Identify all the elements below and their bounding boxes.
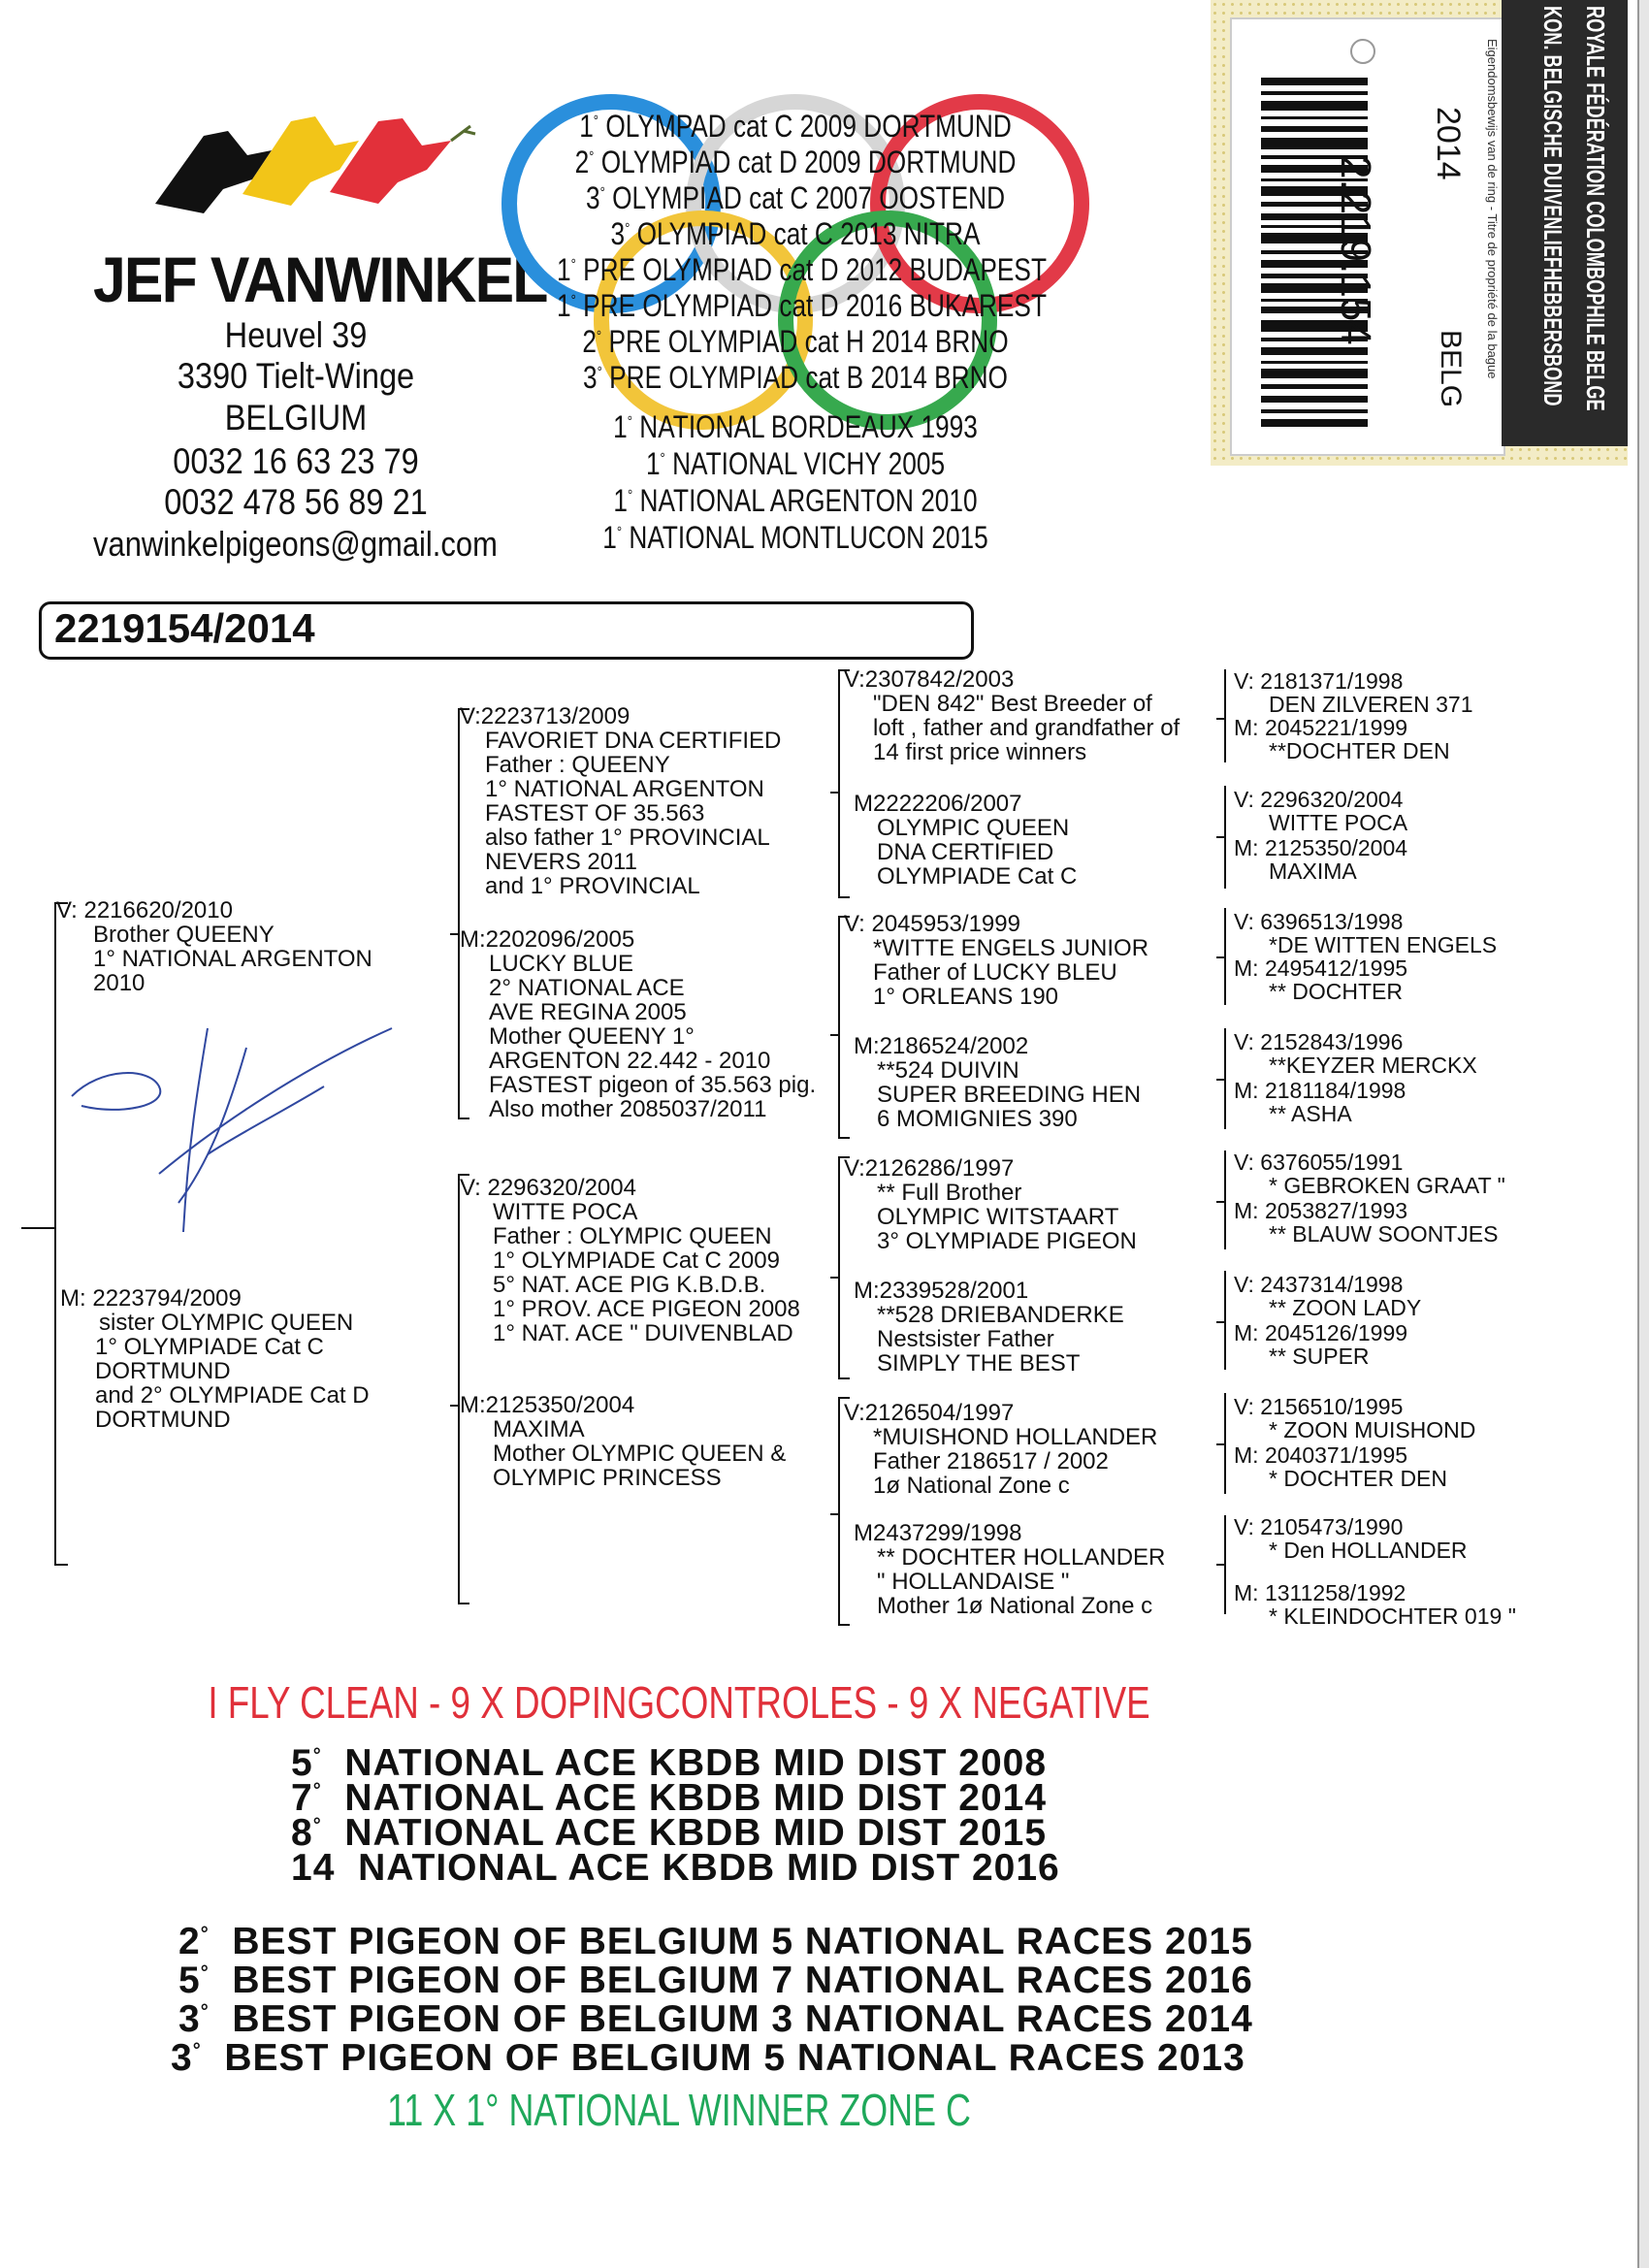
achievement-item: 1° OLYMPAD cat C 2009 DORTMUND — [579, 109, 1012, 144]
federation-name-fr: ROYALE FÉDÉRATION COLOMBOPHILE BELGE — [1581, 6, 1610, 411]
gen3-tick — [830, 1034, 840, 1036]
gen4-entry: M: 2125350/2004 MAXIMA — [1234, 835, 1408, 884]
achievement-item: 1° NATIONAL BORDEAUX 1993 — [613, 409, 978, 444]
gen4-entry: V: 2437314/1998 ** ZOON LADY — [1234, 1272, 1422, 1320]
dove-logo — [136, 97, 485, 223]
gen4-tick — [1216, 956, 1224, 958]
gen4-bracket — [1224, 786, 1226, 889]
best-pigeon-line: 2° BEST PIGEON OF BELGIUM 5 NATIONAL RACES 2015 — [178, 1921, 1253, 1962]
gen4-bracket — [1224, 1150, 1226, 1249]
achievement-item: 1° NATIONAL ARGENTON 2010 — [613, 483, 978, 518]
gen3-tick — [830, 1277, 840, 1279]
phone-landline: 0032 16 63 23 79 — [173, 441, 419, 481]
achievement-item: 1° NATIONAL VICHY 2005 — [645, 446, 946, 481]
gen3-entry: V:2126286/1997 ** Full Brother OLYMPIC WITSTAART 3° OLYMPIADE PIGEON — [844, 1155, 1137, 1254]
phone-mobile: 0032 478 56 89 21 — [164, 482, 428, 522]
gen3-entry: M2222206/2007 OLYMPIC QUEEN DNA CERTIFIED OLYMPIADE Cat C — [854, 791, 1078, 890]
gen3-entry: M2437299/1998 ** DOCHTER HOLLANDER " HOLLANDAISE " Mother 1ø National Zone c — [854, 1520, 1166, 1619]
gen4-tick — [1216, 1079, 1224, 1081]
gen4-tick — [1216, 1443, 1224, 1445]
root-connector — [21, 1227, 56, 1229]
gen4-tick — [1216, 1201, 1224, 1203]
scan-edge — [1637, 0, 1649, 2268]
gen4-bracket — [1224, 1393, 1226, 1494]
ring-ownership-text: Eigendomsbewijs van de ring - Titre de propriété de la bague — [1485, 39, 1500, 379]
gen3-entry: V: 2045953/1999 *WITTE ENGELS JUNIOR Father of LUCKY BLEU 1° ORLEANS 190 — [844, 911, 1149, 1010]
gen4-bracket — [1224, 1515, 1226, 1614]
gen4-entry: M: 1311258/1992 * KLEINDOCHTER 019 " — [1234, 1580, 1516, 1629]
gen3-tick — [830, 1513, 840, 1515]
ace-line: 7° NATIONAL ACE KBDB MID DIST 2014 — [291, 1777, 1048, 1819]
achievement-item: 3° OLYMPIAD cat C 2007 OOSTEND — [585, 180, 1006, 215]
gen4-entry: M: 2495412/1995 ** DOCHTER — [1234, 956, 1408, 1004]
gen3-entry: M:2186524/2002 **524 DUIVIN SUPER BREEDING HEN 6 MOMIGNIES 390 — [854, 1033, 1142, 1132]
gen4-entry: M: 2181184/1998 ** ASHA — [1234, 1078, 1406, 1126]
achievement-item: 2° OLYMPIAD cat D 2009 DORTMUND — [574, 145, 1017, 179]
gen2-entry: V:2223713/2009 FAVORIET DNA CERTIFIED Father : QUEENY 1° NATIONAL ARGENTON FASTEST OF 35.563 also father 1° PROVINCIAL NEVERS 2011 and 1° PROVINCIAL — [460, 703, 782, 899]
best-pigeon-line: 5° BEST PIGEON OF BELGIUM 7 NATIONAL RACES 2016 — [178, 1960, 1253, 2001]
best-pigeon-line: 3° BEST PIGEON OF BELGIUM 5 NATIONAL RACES 2013 — [171, 2037, 1245, 2079]
federation-name-nl: KON. BELGISCHE DUIVENLIEFHEBBERSBOND — [1538, 6, 1568, 406]
address-street: Heuvel 39 — [224, 315, 368, 355]
gen2-tick — [450, 1405, 460, 1407]
ace-line: 14 NATIONAL ACE KBDB MID DIST 2016 — [291, 1847, 1060, 1889]
gen4-entry: M: 2053827/1993 ** BLAUW SOONTJES — [1234, 1198, 1499, 1247]
gen4-entry: V: 2181371/1998 DEN ZILVEREN 371 — [1234, 668, 1473, 717]
gen2-entry: M:2125350/2004 MAXIMA Mother OLYMPIC QUEEN & OLYMPIC PRINCESS — [460, 1392, 787, 1491]
ring-year: 2014 — [1430, 107, 1467, 180]
achievement-item: 3° PRE OLYMPIAD cat B 2014 BRNO — [583, 360, 1008, 395]
breeder-name: JEF VANWINKEL — [93, 243, 547, 315]
gen2-entry: M:2202096/2005 LUCKY BLUE 2° NATIONAL ACE AVE REGINA 2005 Mother QUEENY 1° ARGENTON 22.442 - 2010 FASTEST pigeon of 35.563 pig. Also mother 2085037/2011 — [460, 926, 817, 1122]
gen4-entry: V: 2296320/2004 WITTE POCA — [1234, 787, 1408, 835]
signature — [62, 1009, 411, 1242]
ace-line: 5° NATIONAL ACE KBDB MID DIST 2008 — [291, 1742, 1048, 1784]
achievement-item: 2° PRE OLYMPIAD cat H 2014 BRNO — [582, 324, 1009, 359]
gen3-entry: M:2339528/2001 **528 DRIEBANDERKE Nestsister Father SIMPLY THE BEST — [854, 1278, 1124, 1377]
gen4-bracket — [1224, 1028, 1226, 1129]
sire-entry: V: 2216620/2010 Brother QUEENY 1° NATIONAL ARGENTON 2010 — [56, 897, 372, 996]
gen4-entry: M: 2045126/1999 ** SUPER — [1234, 1320, 1408, 1369]
ring-country: BELG — [1435, 330, 1467, 408]
gen3-entry: V:2307842/2003 "DEN 842" Best Breeder of loft , father and grandfather of 14 first price winners — [844, 666, 1180, 765]
gen4-entry: V: 6376055/1991 * GEBROKEN GRAAT " — [1234, 1150, 1505, 1198]
gen4-tick — [1216, 1564, 1224, 1566]
gen4-entry: V: 2152843/1996 **KEYZER MERCKX — [1234, 1029, 1477, 1078]
clean-statement: I FLY CLEAN - 9 X DOPINGCONTROLES - 9 X NEGATIVE — [208, 1677, 1150, 1728]
achievement-item: 1° PRE OLYMPIAD cat D 2016 BUKAREST — [557, 288, 1047, 323]
achievement-item: 3° OLYMPIAD cat C 2013 NITRA — [610, 216, 981, 251]
gen4-bracket — [1224, 669, 1226, 762]
national-winner-line: 11 X 1° NATIONAL WINNER ZONE C — [387, 2085, 971, 2135]
gen4-tick — [1216, 836, 1224, 838]
achievement-item: 1° PRE OLYMPIAD cat D 2012 BUDAPEST — [557, 252, 1047, 287]
dam-entry: M: 2223794/2009 sister OLYMPIC QUEEN 1° OLYMPIADE Cat C DORTMUND and 2° OLYMPIADE Cat D DORTMUND — [60, 1285, 370, 1433]
gen3-entry: V:2126504/1997 *MUISHOND HOLLANDER Father 2186517 / 2002 1ø National Zone c — [844, 1400, 1158, 1499]
gen4-tick — [1216, 718, 1224, 720]
gen4-entry: M: 2045221/1999 **DOCHTER DEN — [1234, 715, 1450, 763]
address-country: BELGIUM — [224, 398, 368, 437]
email-address: vanwinkelpigeons@gmail.com — [93, 524, 498, 564]
ring-tag-card — [1230, 17, 1505, 456]
gen4-entry: V: 6396513/1998 *DE WITTEN ENGELS — [1234, 909, 1498, 957]
achievement-item: 1° NATIONAL MONTLUCON 2015 — [602, 520, 988, 555]
gen2-entry: V: 2296320/2004 WITTE POCA Father : OLYMPIC QUEEN 1° OLYMPIADE Cat C 2009 5° NAT. ACE PIG K.B.D.B. 1° PROV. ACE PIGEON 2008 1° NAT. ACE " DUIVENBLAD — [460, 1175, 800, 1346]
gen4-entry: M: 2040371/1995 * DOCHTER DEN — [1234, 1442, 1448, 1491]
gen4-bracket — [1224, 1271, 1226, 1370]
ring-number: 2.219.154 — [1332, 155, 1379, 345]
gen4-entry: V: 2156510/1995 * ZOON MUISHOND — [1234, 1394, 1476, 1442]
pigeon-ring-number: 2219154/2014 — [54, 605, 315, 651]
gen4-tick — [1216, 1321, 1224, 1323]
ring-certificate-tag — [1211, 0, 1628, 466]
gen4-entry: V: 2105473/1990 * Den HOLLANDER — [1234, 1514, 1468, 1563]
ace-line: 8° NATIONAL ACE KBDB MID DIST 2015 — [291, 1812, 1048, 1854]
best-pigeon-line: 3° BEST PIGEON OF BELGIUM 3 NATIONAL RACES 2014 — [178, 1998, 1253, 2040]
gen2-tick — [450, 933, 460, 935]
gen3-tick — [830, 792, 840, 794]
address-city: 3390 Tielt-Winge — [177, 356, 415, 396]
gen4-bracket — [1224, 908, 1226, 1005]
tag-hole — [1350, 39, 1375, 64]
